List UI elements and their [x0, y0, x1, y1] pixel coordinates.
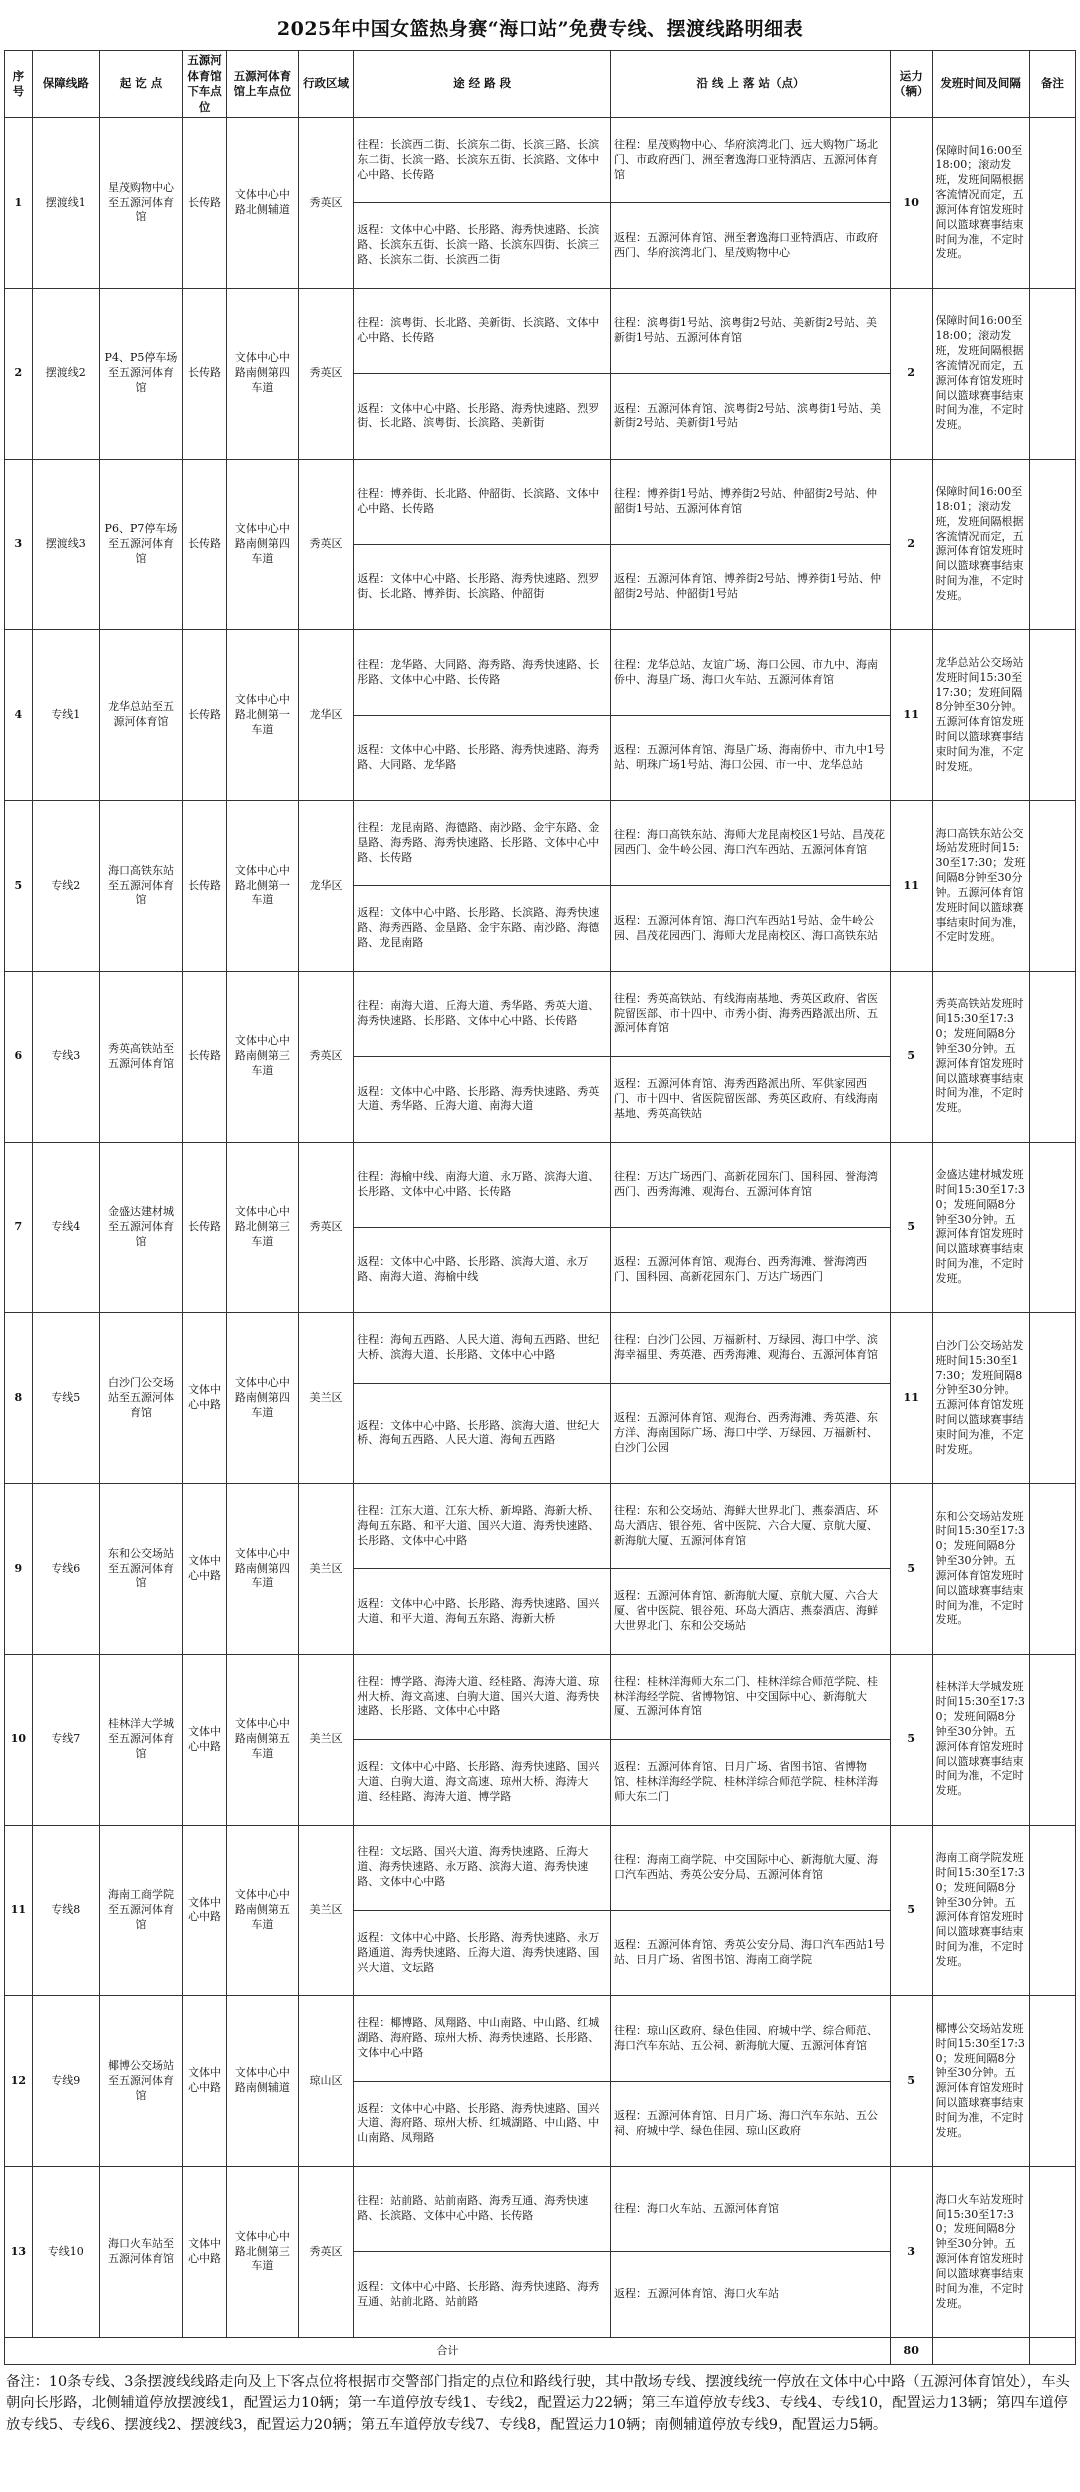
row-schedule: 海口火车站发班时间15:30至17:30；发班间隔8分钟至30分钟。五源河体育馆发班时间以篮球赛事结束时间为准，不定时发班。 — [932, 2167, 1029, 2338]
row-remark — [1029, 288, 1075, 459]
header-capacity: 运力（辆） — [890, 51, 932, 118]
table-row — [5, 1654, 1076, 1739]
row-route-outbound: 往程：龙昆南路、海德路、南沙路、金宇东路、金垦路、海秀路、海秀快速路、长彤路、文体中心中路、长传路 — [354, 801, 611, 886]
row-district: 龙华区 — [298, 801, 354, 972]
table-row — [5, 288, 1076, 373]
row-schedule: 白沙门公交场站发班时间15:30至17:30；发班间隔8分钟至30分钟。五源河体育馆发班时间以篮球赛事结束时间为准，不定时发班。 — [932, 1313, 1029, 1484]
table-row — [5, 459, 1076, 544]
row-drop-off: 文体中心中路 — [183, 1654, 227, 1825]
row-remark — [1029, 1313, 1075, 1484]
row-district: 秀英区 — [298, 459, 354, 630]
row-stops-return: 返程：五源河体育馆、新海航大厦、京航大厦、六合大厦、省中医院、银谷苑、环岛大酒店、燕泰酒店、海鲜大世界北门、东和公交场站 — [611, 1569, 891, 1654]
row-district: 琼山区 — [298, 1996, 354, 2167]
row-route-outbound: 往程：江东大道、江东大桥、新埠路、海新大桥、海甸五东路、和平大道、国兴大道、海秀快速路、长彤路、文体中心中路 — [354, 1484, 611, 1569]
row-pick-up: 文体中心中路北侧第一车道 — [227, 630, 299, 801]
total-remark-empty — [1029, 2338, 1075, 2365]
table-row — [5, 971, 1076, 1056]
row-pick-up: 文体中心中路南侧第四车道 — [227, 1313, 299, 1484]
row-capacity: 10 — [890, 118, 932, 289]
row-remark — [1029, 1825, 1075, 1996]
table-row — [5, 1996, 1076, 2081]
header-stops: 沿 线 上 落 站（点） — [611, 51, 891, 118]
header-remark: 备注 — [1029, 51, 1075, 118]
row-seq: 9 — [5, 1484, 33, 1655]
row-district: 秀英区 — [298, 971, 354, 1142]
row-stops-outbound: 往程：东和公交场站、海鲜大世界北门、燕泰酒店、环岛大酒店、银谷苑、省中医院、六合大厦、京航大厦、新海航大厦、五源河体育馆 — [611, 1484, 891, 1569]
row-line: 专线9 — [32, 1996, 99, 2167]
row-route-return: 返程：文体中心中路、长彤路、海秀快速路、国兴大道、白驹大道、海文高速、琼州大桥、海涛大道、经桂路、海涛大道、博学路 — [354, 1740, 611, 1825]
row-stops-return: 返程：五源河体育馆、秀英公安分局、海口汽车西站1号站、日月广场、省图书馆、海南工商学院 — [611, 1910, 891, 1995]
row-od: P4、P5停车场至五源河体育馆 — [99, 288, 182, 459]
total-label: 合计 — [5, 2338, 891, 2365]
row-schedule: 保障时间16:00至18:00；滚动发班，发班间隔根据客流情况而定，五源河体育馆发班时间以篮球赛事结束时间为准，不定时发班。 — [932, 288, 1029, 459]
row-route-return: 返程：文体中心中路、长彤路、海秀快速路、永万路通道、海秀快速路、丘海大道、海秀快速路、国兴大道、文坛路 — [354, 1910, 611, 1995]
row-route-outbound: 往程：海甸五西路、人民大道、海甸五西路、世纪大桥、滨海大道、长彤路、文体中心中路 — [354, 1313, 611, 1383]
row-pick-up: 文体中心中路北侧第三车道 — [227, 1142, 299, 1313]
row-seq: 6 — [5, 971, 33, 1142]
row-schedule: 金盛达建材城发班时间15:30至17:30；发班间隔8分钟至30分钟。五源河体育馆发班时间以篮球赛事结束时间为准，不定时发班。 — [932, 1142, 1029, 1313]
row-capacity: 5 — [890, 971, 932, 1142]
row-route-return: 返程：文体中心中路、长彤路、滨海大道、世纪大桥、海甸五西路、人民大道、海甸五西路 — [354, 1383, 611, 1483]
row-capacity: 11 — [890, 801, 932, 972]
row-stops-return: 返程：五源河体育馆、博养街2号站、博养街1号站、仲韶街2号站、仲韶街1号站 — [611, 544, 891, 629]
row-district: 美兰区 — [298, 1825, 354, 1996]
table-row — [5, 801, 1076, 886]
row-stops-outbound: 往程：滨粤街1号站、滨粤街2号站、美新街2号站、美新街1号站、五源河体育馆 — [611, 288, 891, 373]
row-line: 摆渡线3 — [32, 459, 99, 630]
row-capacity: 11 — [890, 1313, 932, 1484]
row-seq: 1 — [5, 118, 33, 289]
row-stops-return: 返程：五源河体育馆、日月广场、省图书馆、省博物馆、桂林洋海经学院、桂林洋综合师范学院、桂林洋海师大东二门 — [611, 1740, 891, 1825]
row-line: 专线1 — [32, 630, 99, 801]
row-route-outbound: 往程：长滨西二街、长滨东二街、长滨三路、长滨东二街、长滨一路、长滨东五街、长滨路、文体中心中路、长传路 — [354, 118, 611, 203]
row-line: 摆渡线2 — [32, 288, 99, 459]
row-od: 龙华总站至五源河体育馆 — [99, 630, 182, 801]
row-line: 专线5 — [32, 1313, 99, 1484]
row-stops-return: 返程：五源河体育馆、海口汽车西站1号站、金牛岭公园、昌茂花园西门、海师大龙昆南校区、海口高铁东站 — [611, 886, 891, 971]
header-route: 途 经 路 段 — [354, 51, 611, 118]
row-seq: 12 — [5, 1996, 33, 2167]
table-row — [5, 118, 1076, 203]
row-drop-off: 长传路 — [183, 630, 227, 801]
route-table — [4, 50, 1076, 2365]
row-stops-outbound: 往程：博养街1号站、博养街2号站、仲韶街2号站、仲韶街1号站、五源河体育馆 — [611, 459, 891, 544]
row-drop-off: 长传路 — [183, 118, 227, 289]
row-line: 专线2 — [32, 801, 99, 972]
row-seq: 11 — [5, 1825, 33, 1996]
row-line: 专线4 — [32, 1142, 99, 1313]
row-drop-off: 文体中心中路 — [183, 1484, 227, 1655]
row-od: 海南工商学院至五源河体育馆 — [99, 1825, 182, 1996]
row-district: 秀英区 — [298, 2167, 354, 2338]
row-drop-off: 文体中心中路 — [183, 1313, 227, 1484]
row-pick-up: 文体中心中路南侧第四车道 — [227, 1484, 299, 1655]
row-stops-return: 返程：五源河体育馆、观海台、西秀海滩、誉海湾西门、国科园、高新花园东门、万达广场西门 — [611, 1227, 891, 1312]
row-capacity: 5 — [890, 1996, 932, 2167]
row-schedule: 龙华总站公交场站发班时间15:30至17:30；发班间隔8分钟至30分钟。五源河体育馆发班时间以篮球赛事结束时间为准，不定时发班。 — [932, 630, 1029, 801]
header-seq: 序号 — [5, 51, 33, 118]
row-stops-outbound: 往程：白沙门公园、万福新村、万绿园、海口中学、滨海幸福里、秀英港、西秀海滩、观海台、五源河体育馆 — [611, 1313, 891, 1383]
row-route-outbound: 往程：滨粤街、长北路、美新街、长滨路、文体中心中路、长传路 — [354, 288, 611, 373]
total-row — [5, 2338, 1076, 2365]
row-district: 美兰区 — [298, 1313, 354, 1484]
row-schedule: 保障时间16:00至18:00；滚动发班，发班间隔根据客流情况而定，五源河体育馆发班时间以篮球赛事结束时间为准，不定时发班。 — [932, 118, 1029, 289]
row-od: 白沙门公交场站至五源河体育馆 — [99, 1313, 182, 1484]
row-schedule: 保障时间16:00至18:01；滚动发班，发班间隔根据客流情况而定，五源河体育馆发班时间以篮球赛事结束时间为准，不定时发班。 — [932, 459, 1029, 630]
row-seq: 10 — [5, 1654, 33, 1825]
row-route-outbound: 往程：博养街、长北路、仲韶街、长滨路、文体中心中路、长传路 — [354, 459, 611, 544]
row-capacity: 5 — [890, 1654, 932, 1825]
row-route-return: 返程：文体中心中路、长彤路、海秀快速路、国兴大道、和平大道、海甸五东路、海新大桥 — [354, 1569, 611, 1654]
row-line: 专线10 — [32, 2167, 99, 2338]
row-route-outbound: 往程：南海大道、丘海大道、秀华路、秀英大道、海秀快速路、长彤路、文体中心中路、长传路 — [354, 971, 611, 1056]
row-od: P6、P7停车场至五源河体育馆 — [99, 459, 182, 630]
row-route-outbound: 往程：文坛路、国兴大道、海秀快速路、丘海大道、海秀快速路、永万路、滨海大道、海秀快速路、文体中心中路 — [354, 1825, 611, 1910]
row-remark — [1029, 630, 1075, 801]
table-row — [5, 1313, 1076, 1383]
row-stops-outbound: 往程：海南工商学院、中交国际中心、新海航大厦、海口汽车西站、秀英公安分局、五源河体育馆 — [611, 1825, 891, 1910]
row-capacity: 3 — [890, 2167, 932, 2338]
row-district: 秀英区 — [298, 118, 354, 289]
row-stops-return: 返程：五源河体育馆、日月广场、海口汽车东站、五公祠、府城中学、绿色佳园、琼山区政府 — [611, 2081, 891, 2166]
row-stops-outbound: 往程：星茂购物中心、华府滨湾北门、远大购物广场北门、市政府西门、洲至奢逸海口亚特酒店、五源河体育馆 — [611, 118, 891, 203]
row-pick-up: 文体中心中路南侧第三车道 — [227, 971, 299, 1142]
row-stops-outbound: 往程：桂林洋海师大东二门、桂林洋综合师范学院、桂林洋海经学院、省博物馆、中交国际中心、新海航大厦、五源河体育馆 — [611, 1654, 891, 1739]
row-schedule: 海南工商学院发班时间15:30至17:30；发班间隔8分钟至30分钟。五源河体育馆发班时间以篮球赛事结束时间为准，不定时发班。 — [932, 1825, 1029, 1996]
row-schedule: 东和公交场站发班时间15:30至17:30；发班间隔8分钟至30分钟。五源河体育馆发班时间以篮球赛事结束时间为准，不定时发班。 — [932, 1484, 1029, 1655]
row-capacity: 2 — [890, 288, 932, 459]
row-route-outbound: 往程：海榆中线、南海大道、永万路、滨海大道、长彤路、文体中心中路、长传路 — [354, 1142, 611, 1227]
row-capacity: 5 — [890, 1484, 932, 1655]
row-od: 椰博公交场站至五源河体育馆 — [99, 1996, 182, 2167]
table-row — [5, 630, 1076, 715]
row-seq: 8 — [5, 1313, 33, 1484]
table-row — [5, 1484, 1076, 1569]
row-od: 海口火车站至五源河体育馆 — [99, 2167, 182, 2338]
row-od: 东和公交场站至五源河体育馆 — [99, 1484, 182, 1655]
row-pick-up: 文体中心中路南侧第五车道 — [227, 1825, 299, 1996]
row-stops-outbound: 往程：海口高铁东站、海师大龙昆南校区1号站、昌茂花园西门、金牛岭公园、海口汽车西站、五源河体育馆 — [611, 801, 891, 886]
row-route-return: 返程：文体中心中路、长彤路、海秀快速路、海秀互通、站前北路、站前路 — [354, 2252, 611, 2338]
row-seq: 4 — [5, 630, 33, 801]
row-district: 美兰区 — [298, 1484, 354, 1655]
row-route-return: 返程：文体中心中路、长彤路、海秀快速路、烈罗街、长北路、博养街、长滨路、仲韶街 — [354, 544, 611, 629]
row-route-return: 返程：文体中心中路、长彤路、海秀快速路、长滨路、长滨东五街、长滨一路、长滨东四街、长滨三路、长滨东二街、长滨西二街 — [354, 203, 611, 288]
row-stops-return: 返程：五源河体育馆、海口火车站 — [611, 2252, 891, 2338]
row-route-return: 返程：文体中心中路、长彤路、海秀快速路、国兴大道、海府路、琼州大桥、红城湖路、中山路、中山南路、凤翔路 — [354, 2081, 611, 2166]
row-route-outbound: 往程：博学路、海涛大道、经桂路、海涛大道、琼州大桥、海文高速、白驹大道、国兴大道、海秀快速路、长彤路、文体中心中路 — [354, 1654, 611, 1739]
row-schedule: 秀英高铁站发班时间15:30至17:30；发班间隔8分钟至30分钟。五源河体育馆发班时间以篮球赛事结束时间为准，不定时发班。 — [932, 971, 1029, 1142]
total-schedule-empty — [932, 2338, 1029, 2365]
table-row — [5, 1142, 1076, 1227]
row-stops-return: 返程：五源河体育馆、海秀西路派出所、军供家园西门、市十四中、省医院留医部、秀英区政府、有线海南基地、秀英高铁站 — [611, 1057, 891, 1142]
row-stops-outbound: 往程：龙华总站、友谊广场、海口公园、市九中、海南侨中、海垦广场、海口火车站、五源河体育馆 — [611, 630, 891, 715]
row-seq: 7 — [5, 1142, 33, 1313]
row-stops-outbound: 往程：海口火车站、五源河体育馆 — [611, 2167, 891, 2252]
row-route-outbound: 往程：椰博路、凤翔路、中山南路、中山路、红城湖路、海府路、琼州大桥、海秀快速路、长彤路、文体中心中路 — [354, 1996, 611, 2081]
row-drop-off: 长传路 — [183, 459, 227, 630]
table-row — [5, 1825, 1076, 1910]
row-district: 龙华区 — [298, 630, 354, 801]
row-stops-return: 返程：五源河体育馆、滨粤街2号站、滨粤街1号站、美新街2号站、美新街1号站 — [611, 374, 891, 459]
row-remark — [1029, 801, 1075, 972]
row-capacity: 2 — [890, 459, 932, 630]
row-line: 专线6 — [32, 1484, 99, 1655]
row-drop-off: 长传路 — [183, 1142, 227, 1313]
row-capacity: 5 — [890, 1142, 932, 1313]
row-seq: 3 — [5, 459, 33, 630]
footnote: 备注：10条专线、3条摆渡线线路走向及上下客点位将根据市交警部门指定的点位和路线行驶，其中散场专线、摆渡线统一停放在文体中心中路（五源河体育馆处），车头朝向长彤路，北侧辅道停放摆渡线1，配置运力10辆；第一车道停放专线1、专线2，配置运力22辆；第三车道停放专线3、专线4、专线10，配置运力13辆；第四车道停放专线5、专线6、摆渡线2、摆渡线3，配置运力20辆；第五车道停放专线7、专线8，配置运力10辆；南侧辅道停放专线9，配置运力5辆。 — [6, 2374, 1070, 2433]
row-schedule: 椰博公交场站发班时间15:30至17:30；发班间隔8分钟至30分钟。五源河体育馆发班时间以篮球赛事结束时间为准，不定时发班。 — [932, 1996, 1029, 2167]
row-pick-up: 文体中心中路南侧第四车道 — [227, 459, 299, 630]
row-seq: 2 — [5, 288, 33, 459]
row-od: 秀英高铁站至五源河体育馆 — [99, 971, 182, 1142]
row-route-return: 返程：文体中心中路、长彤路、海秀快速路、烈罗街、长北路、滨粤街、长滨路、美新街 — [354, 374, 611, 459]
row-schedule: 海口高铁东站公交场站发班时间15:30至17:30；发班间隔8分钟至30分钟。五源河体育馆发班时间以篮球赛事结束时间为准，不定时发班。 — [932, 801, 1029, 972]
row-stops-outbound: 往程：秀英高铁站、有线海南基地、秀英区政府、省医院留医部、市十四中、市秀小街、海秀西路派出所、五源河体育馆 — [611, 971, 891, 1056]
row-line: 摆渡线1 — [32, 118, 99, 289]
row-seq: 5 — [5, 801, 33, 972]
row-od: 星茂购物中心至五源河体育馆 — [99, 118, 182, 289]
row-remark — [1029, 971, 1075, 1142]
row-district: 美兰区 — [298, 1654, 354, 1825]
row-route-return: 返程：文体中心中路、长彤路、海秀快速路、海秀路、大同路、龙华路 — [354, 715, 611, 800]
row-od: 金盛达建材城至五源河体育馆 — [99, 1142, 182, 1313]
row-line: 专线3 — [32, 971, 99, 1142]
row-drop-off: 文体中心中路 — [183, 2167, 227, 2338]
row-route-return: 返程：文体中心中路、长彤路、长滨路、海秀快速路、海秀西路、金垦路、金宇东路、南沙路、海德路、龙昆南路 — [354, 886, 611, 971]
row-od: 海口高铁东站至五源河体育馆 — [99, 801, 182, 972]
row-stops-return: 返程：五源河体育馆、观海台、西秀海滩、秀英港、东方洋、海南国际广场、海口中学、万绿园、万福新村、白沙门公园 — [611, 1383, 891, 1483]
header-district: 行政区域 — [298, 51, 354, 118]
row-stops-outbound: 往程：万达广场西门、高新花园东门、国科园、誉海湾西门、西秀海滩、观海台、五源河体育馆 — [611, 1142, 891, 1227]
row-route-outbound: 往程：站前路、站前南路、海秀互通、海秀快速路、长滨路、文体中心中路、长传路 — [354, 2167, 611, 2252]
row-remark — [1029, 2167, 1075, 2338]
header-line: 保障线路 — [32, 51, 99, 118]
table-header-row — [5, 51, 1076, 118]
row-od: 桂林洋大学城至五源河体育馆 — [99, 1654, 182, 1825]
row-seq: 13 — [5, 2167, 33, 2338]
row-drop-off: 文体中心中路 — [183, 1996, 227, 2167]
row-route-outbound: 往程：龙华路、大同路、海秀路、海秀快速路、长彤路、文体中心中路、长传路 — [354, 630, 611, 715]
row-line: 专线7 — [32, 1654, 99, 1825]
row-remark — [1029, 1654, 1075, 1825]
row-pick-up: 文体中心中路北侧第一车道 — [227, 801, 299, 972]
row-remark — [1029, 459, 1075, 630]
header-od: 起 讫 点 — [99, 51, 182, 118]
row-stops-return: 返程：五源河体育馆、海垦广场、海南侨中、市九中1号站、明珠广场1号站、海口公园、市一中、龙华总站 — [611, 715, 891, 800]
row-capacity: 5 — [890, 1825, 932, 1996]
row-line: 专线8 — [32, 1825, 99, 1996]
row-drop-off: 长传路 — [183, 971, 227, 1142]
row-district: 秀英区 — [298, 288, 354, 459]
row-remark — [1029, 1142, 1075, 1313]
row-pick-up: 文体中心中路南侧辅道 — [227, 1996, 299, 2167]
header-pick-up: 五源河体育馆上车点位 — [227, 51, 299, 118]
row-stops-outbound: 往程：琼山区政府、绿色佳园、府城中学、综合师范、海口汽车东站、五公祠、新海航大厦、五源河体育馆 — [611, 1996, 891, 2081]
row-stops-return: 返程：五源河体育馆、洲至奢逸海口亚特酒店、市政府西门、华府滨湾北门、星茂购物中心 — [611, 203, 891, 288]
row-remark — [1029, 118, 1075, 289]
table-row — [5, 2167, 1076, 2252]
table-body — [5, 118, 1076, 2338]
row-route-return: 返程：文体中心中路、长彤路、海秀快速路、秀英大道、秀华路、丘海大道、南海大道 — [354, 1057, 611, 1142]
row-remark — [1029, 1996, 1075, 2167]
row-district: 秀英区 — [298, 1142, 354, 1313]
row-drop-off: 长传路 — [183, 288, 227, 459]
row-pick-up: 文体中心中路南侧第四车道 — [227, 288, 299, 459]
row-capacity: 11 — [890, 630, 932, 801]
row-drop-off: 文体中心中路 — [183, 1825, 227, 1996]
page-title: 2025年中国女篮热身赛“海口站”免费专线、摆渡线路明细表 — [276, 18, 804, 40]
row-drop-off: 长传路 — [183, 801, 227, 972]
row-route-return: 返程：文体中心中路、长彤路、滨海大道、永万路、南海大道、海榆中线 — [354, 1227, 611, 1312]
row-schedule: 桂林洋大学城发班时间15:30至17:30；发班间隔8分钟至30分钟。五源河体育馆发班时间以篮球赛事结束时间为准，不定时发班。 — [932, 1654, 1029, 1825]
header-drop-off: 五源河体育馆下车点位 — [183, 51, 227, 118]
row-pick-up: 文体中心中路北侧第三车道 — [227, 2167, 299, 2338]
row-remark — [1029, 1484, 1075, 1655]
header-schedule: 发班时间及间隔 — [932, 51, 1029, 118]
row-pick-up: 文体中心中路北侧辅道 — [227, 118, 299, 289]
total-capacity: 80 — [890, 2338, 932, 2365]
row-pick-up: 文体中心中路南侧第五车道 — [227, 1654, 299, 1825]
